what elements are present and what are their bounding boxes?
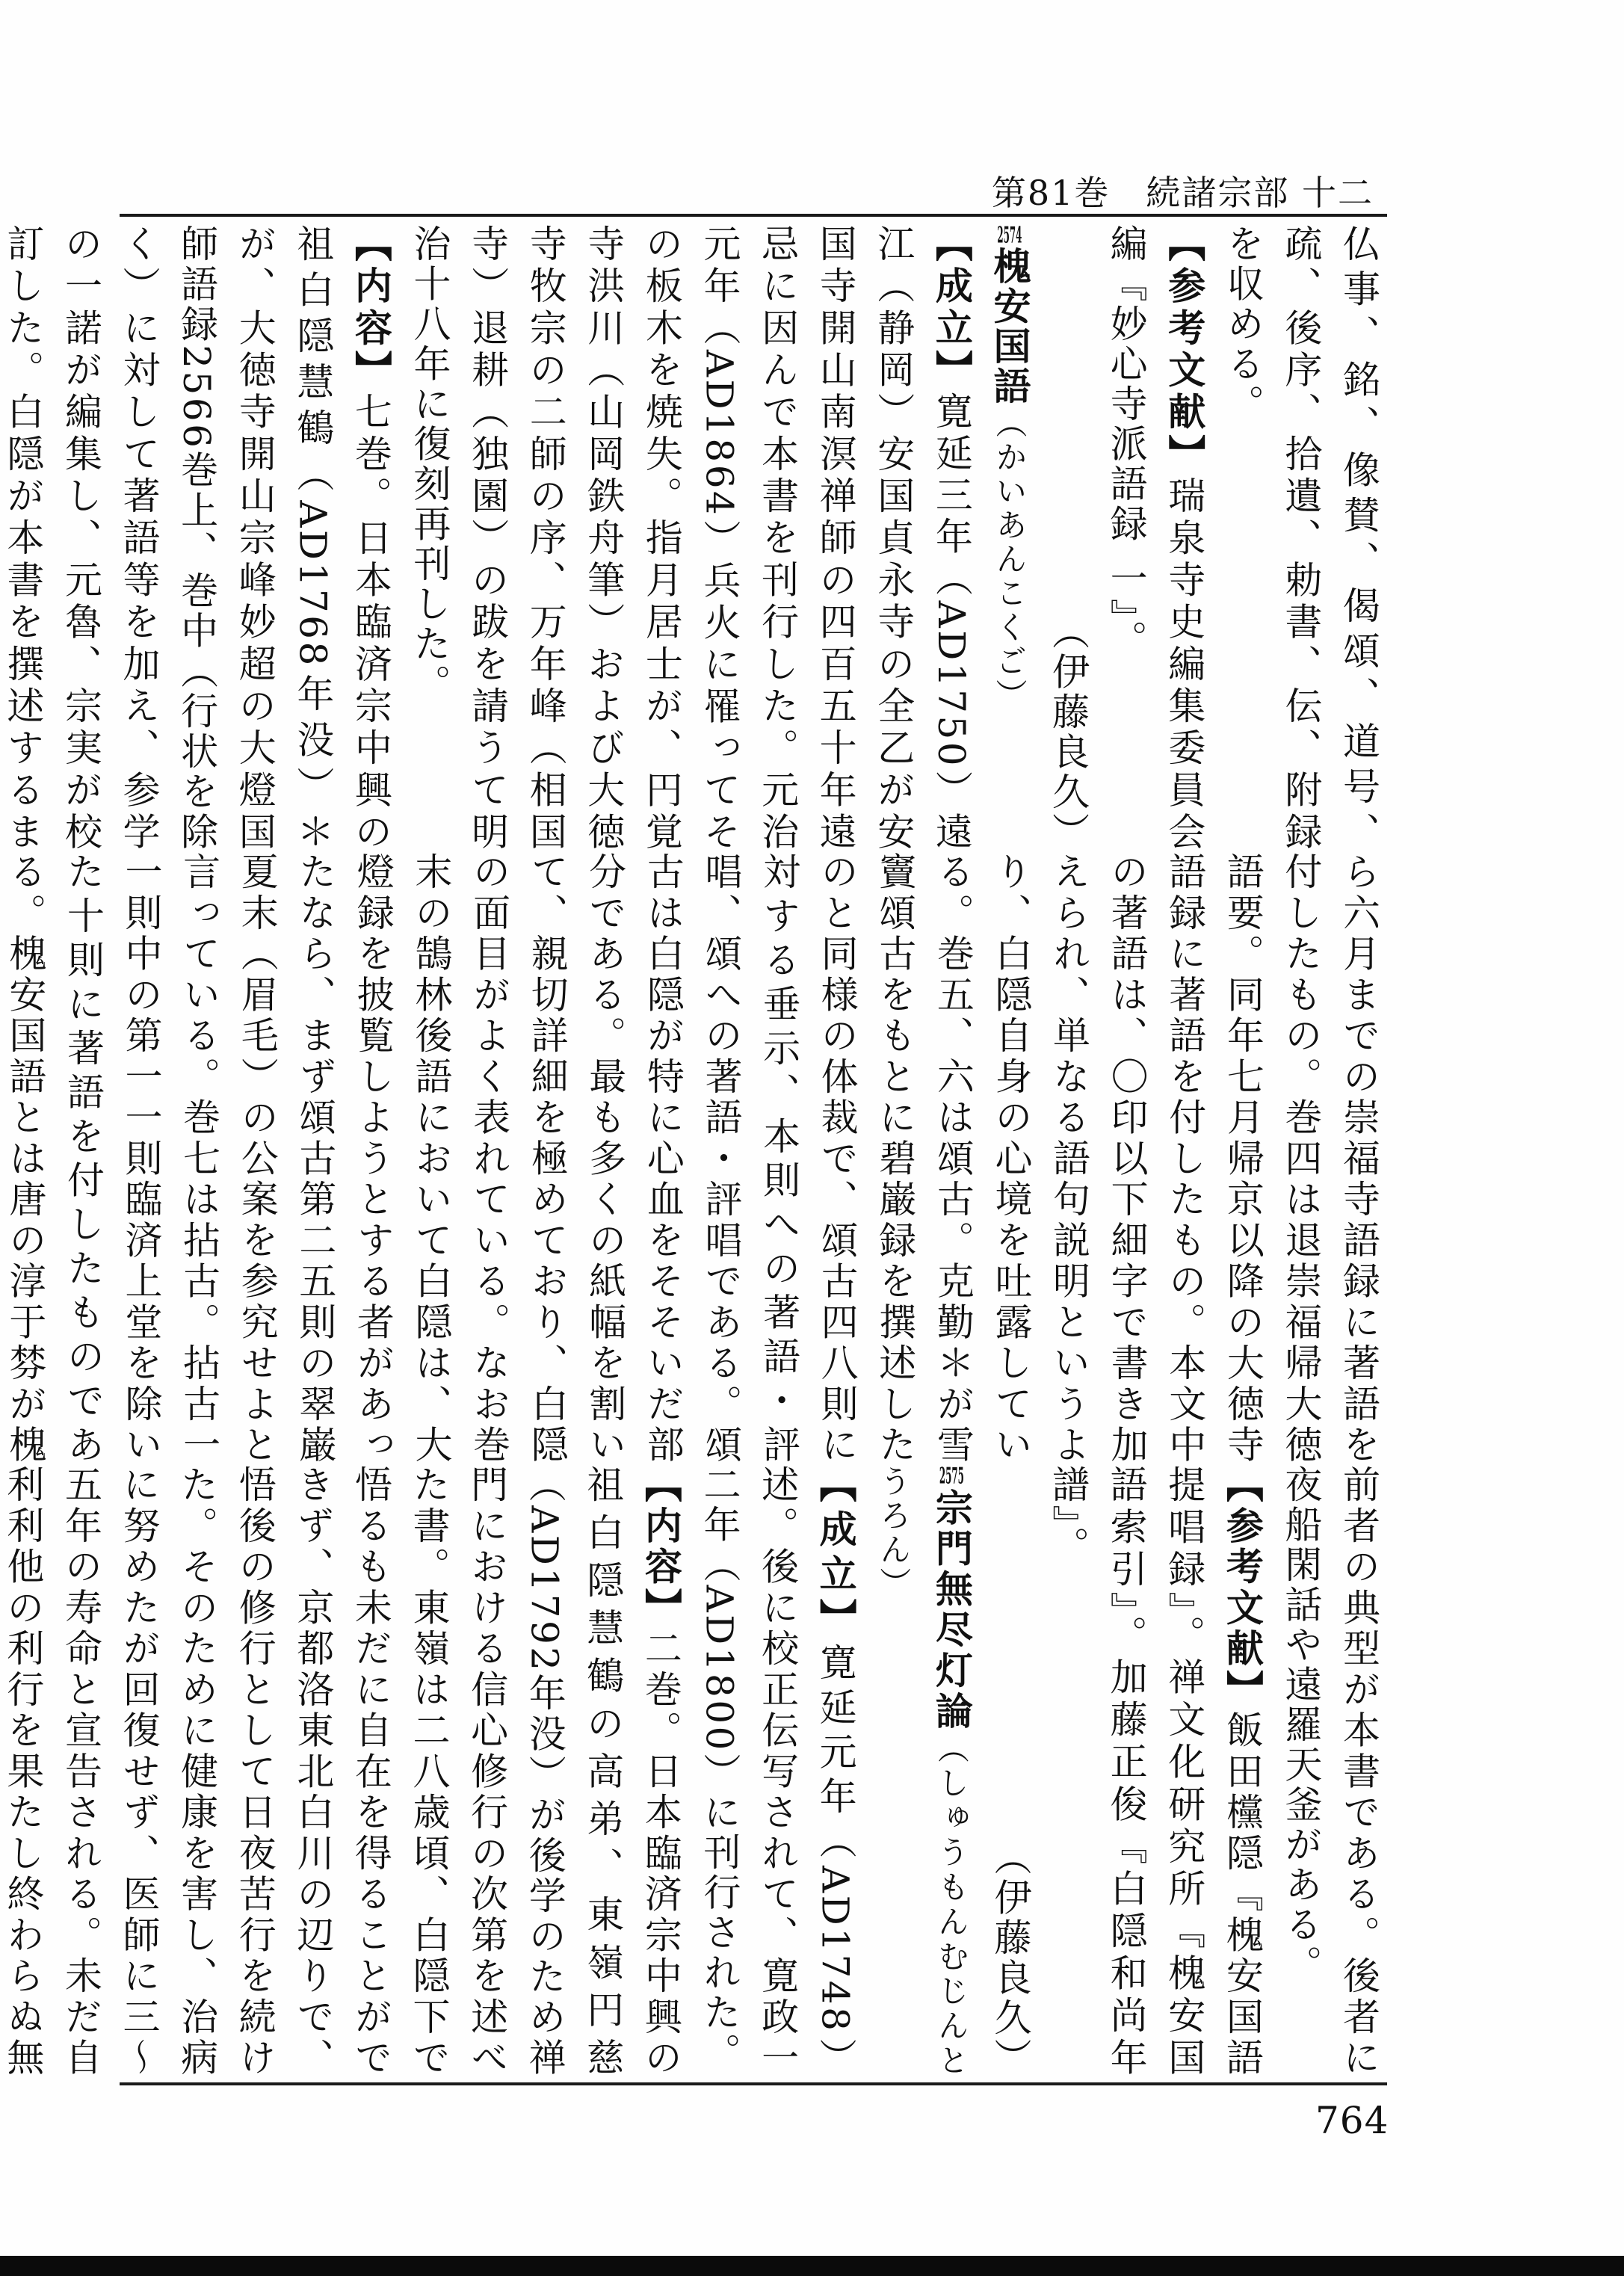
- origin-label: 【成立】: [813, 1465, 858, 1644]
- reference-text: 飯田欓隠『槐安国語提唱録』。禅文化研究所『槐安国語索引』。加藤正俊『白隠和尚年譜』。: [1046, 1465, 1264, 2078]
- entry-reading: （かいあんこくご）: [991, 407, 1028, 713]
- reference-paragraph: [1038, 1465, 1271, 2078]
- entry-number: 2574: [997, 224, 1022, 247]
- entry-reading: （しゅうもんむじんとうろん）: [875, 1465, 970, 2078]
- origin-text: 寛延元年（AD1748）述。後に校正伝写されて、寛政一二年（AD1800）に刊行された。: [697, 1465, 857, 2078]
- reference-label: 【参考文献】: [1162, 224, 1207, 477]
- entry-title: 槐安国語: [987, 247, 1032, 407]
- origin-paragraph: [690, 1465, 865, 2078]
- reference-text: 瑞泉寺史編集委員会編『妙心寺派語録 一』。: [1104, 224, 1206, 853]
- reference-paragraph: [1096, 224, 1213, 852]
- running-head: 第81巻 続諸宗部 十二: [991, 173, 1374, 213]
- footer-rule: [120, 2082, 1387, 2085]
- author-byline: （伊藤良久）: [988, 1838, 1032, 2078]
- content-text: 二巻。日本臨済宗中興の祖白隠慧鶴の高弟、東嶺円慈（AD1792年没）が後学のため禅門における信心修行の次第を述べた書。東嶺は二八歳頃、白隠下で悟るも未だに自在を得ることができず、京都洛東北白川の辺りで、悟後の修行として日夜苦行を続けた。そのために健康を害し、治病に努めたが回復せず、医師に三〜五年の寿命と宣告される。未だ自利利他の利行を果たし終わらぬ無: [1, 1465, 682, 2078]
- origin-text: 寛延三年（AD1750）遠江（静岡）安国貞永寺の全乙が安国寺開山南溟禅師の四百五十年遠忌に因んで本書を刊行した。元治元年（AD1864）兵火に罹ってその板木を焼失。指月居士が、円覚寺洪川（山岡鉄舟筆）および大徳寺牧宗の二師の序、万年峰（相国寺）退耕（独園）の跋を請うて明治十八年に復刻再刊した。: [407, 224, 973, 852]
- header-rule: [120, 214, 1387, 217]
- page-number: 764: [1315, 2099, 1389, 2142]
- content-label: 【内容】: [348, 224, 393, 392]
- author-byline: （伊藤良久）: [1046, 612, 1090, 852]
- entry-title: 宗門無尽灯論: [929, 1487, 974, 1733]
- entry-heading-2575: [865, 1465, 981, 2078]
- origin-paragraph: [400, 224, 981, 852]
- content-paragraph: [0, 1465, 690, 2078]
- content-label: 【内容】: [638, 1465, 683, 1629]
- related-continued: 前者の典型が本書である。後者に夜船閑話や遠羅天釜がある。: [1279, 1465, 1380, 2078]
- entry-number: 2575: [939, 1465, 964, 1487]
- entry-heading-2574: [981, 224, 1039, 852]
- upper-text-block: [1, 224, 1387, 853]
- origin-label: 【成立】: [929, 224, 974, 392]
- content-paragraph: [0, 224, 400, 852]
- content-continued: ら六月までの崇福寺語録に著語を付したもの。巻四は退崇福帰大徳語要。同年七月帰京以降の大徳寺語録に著語を付したもの。本文中の著語は、〇印以下細字で書き加えられ、単なる語句説明というより、白隠自身の心境を吐露している。巻五、六は頌古。克勤＊が雪竇頌古をもとに碧巌録を撰述したのと同様の体裁で、頌古四八則に対する垂示、本則への著語・評唱、頌への著語・評唱である。頌古は白隠が特に心血をそそいだ部分である。最も多くの紙幅を割いて、親切詳細を極めており、白隠の面目がよく表れている。なお巻末の鵠林後語において白隠は、大燈録を披覧しようとする者があったなら、まず頌古第二五則の翠巌夏末（眉毛）の公案を参究せよと言っている。巻七は拈古。拈古一一則中の第一一則臨済上堂を除いた十則に著語を付したものである。槐安国語とは唐の淳于棼が槐: [3, 852, 1380, 1465]
- scan-edge: [0, 2256, 1624, 2276]
- lower-text-block: [1, 1465, 1387, 2078]
- middle-text-block: [3, 852, 1387, 1465]
- content-text: 七巻。日本臨済宗中興の祖白隠慧鶴（AD1768年没）＊が、大徳寺開山宗峰妙超の大燈国師語録2566巻上、巻中（行状を除く）に対して著語等を加え、参学の一諾が編集し、元魯、宗実が校訂した。白隠が本書を撰述するま: [1, 224, 392, 853]
- reference-label: 【参考文献】: [1220, 1465, 1265, 1711]
- paragraph-appendix-contents: 仏事、銘、像賛、偈頌、道号、疏、後序、拾遺、勅書、伝、附録を収める。: [1220, 224, 1380, 852]
